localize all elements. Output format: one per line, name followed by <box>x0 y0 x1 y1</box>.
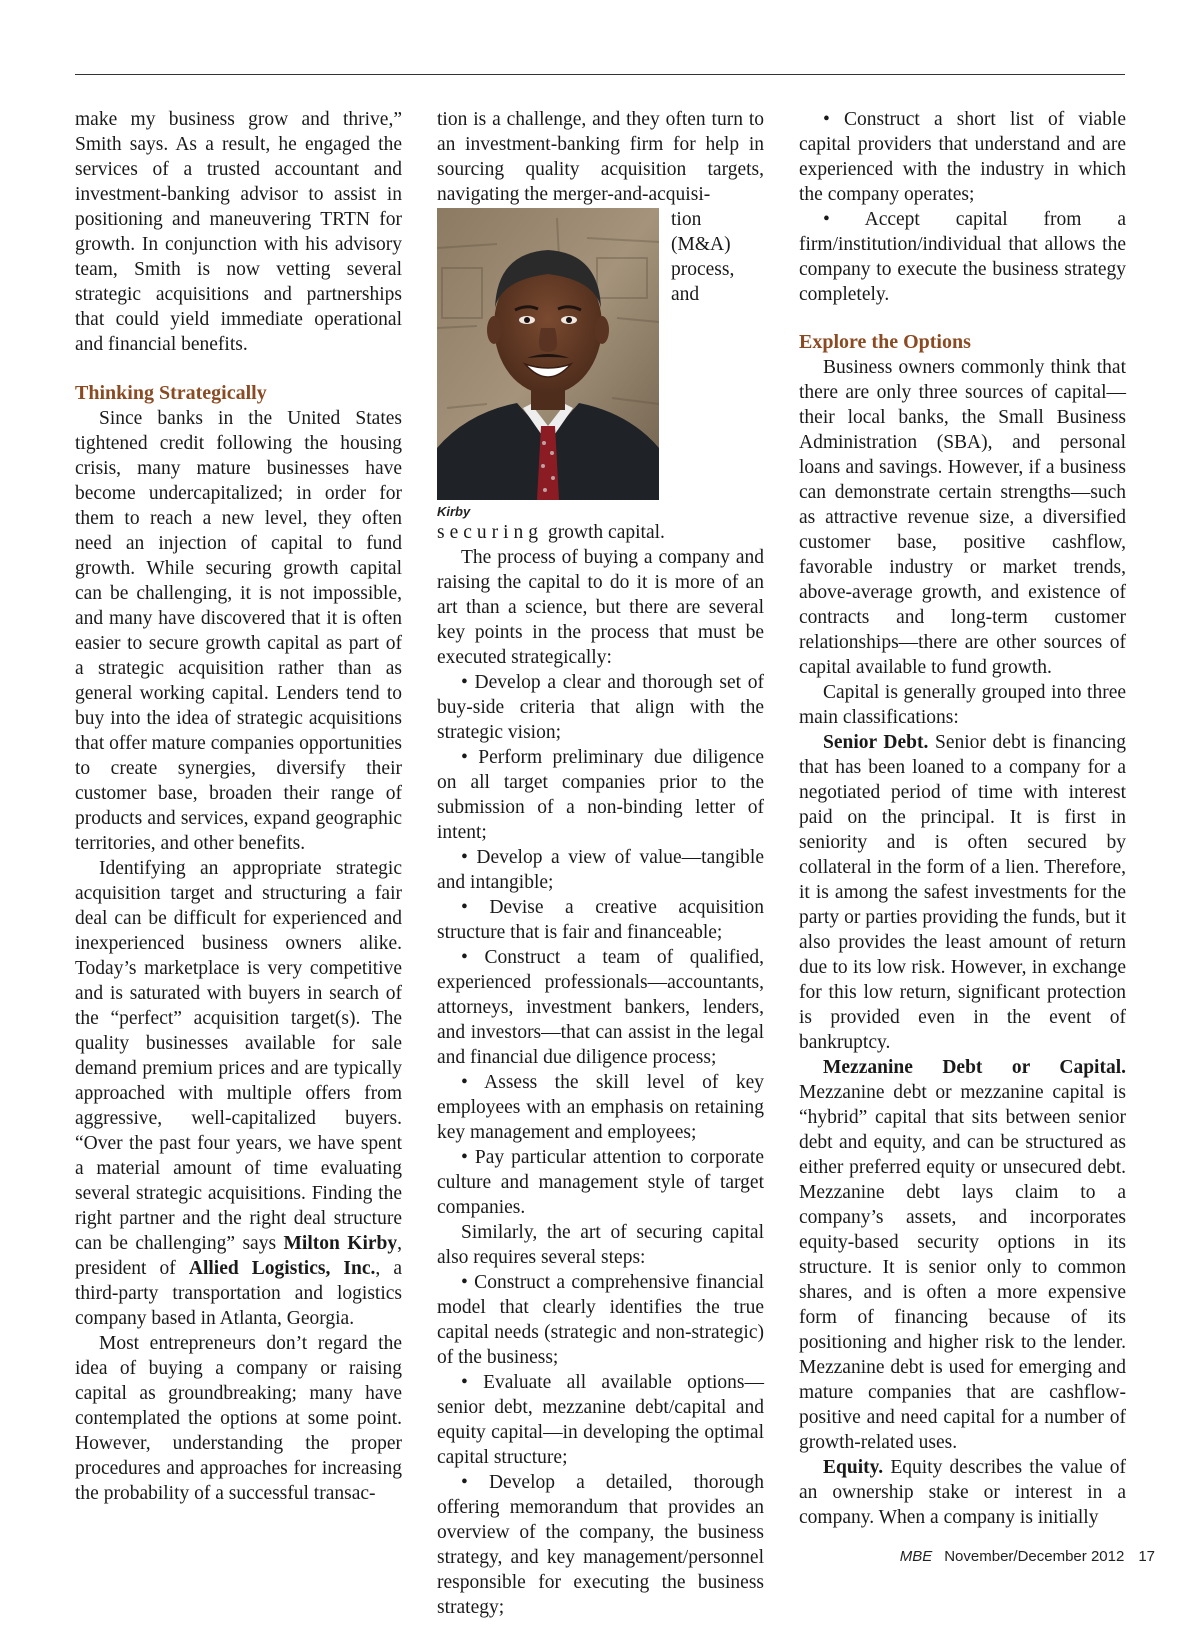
paragraph: The process of buying a company and raising the capital to do it is more of an art than a science, but there are several key points in the process that must be executed strategically: <box>437 547 764 668</box>
page-number: 17 <box>1138 1548 1155 1565</box>
term-label: Senior Debt. <box>823 732 929 753</box>
text-run: Equity describes the value of an ownership stake or interest in a company. When a company is initially <box>799 1457 1126 1528</box>
company-name: Allied Logistics, Inc. <box>188 1258 376 1279</box>
text-run: Senior debt is financing that has been loaned to a company for a negotiated period of time with interest paid on the principal. It is first in seniority and is often secured by collateral in the form of a lien. Therefore, it is among the safest investments for the party or parties providing the funds, but it also provides the least amount of return due to its low risk. However, in exchange for this low return, significant protection is provided even in the event of bankruptcy. <box>799 732 1126 1053</box>
section-heading-thinking-strategically: Thinking Strategically <box>75 382 267 404</box>
portrait-photo <box>437 208 659 520</box>
text-run: tion (M&A) process, and <box>671 209 735 305</box>
bullet-item: • Develop a clear and thorough set of buy-side criteria that align with the strategic vision; <box>437 672 764 743</box>
section-heading-explore-the-options: Explore the Options <box>799 331 971 353</box>
term-label: Equity. <box>823 1457 884 1478</box>
bullet-item: • Develop a view of value—tangible and intangible; <box>437 847 764 893</box>
photo-caption: Kirby <box>437 504 471 519</box>
paragraph-senior-debt <box>799 730 1126 1055</box>
text-run: Identifying an appropriate strategic acquisition target and structuring a fair deal can be difficult for experienced and inexperienced business owners alike. Today’s marketplace is very competitive and is saturated with buyers in search of the “perfect” acquisition target(s). The quality businesses available for sale demand premium prices and are typically approached with multiple offers from aggressive, well-capitalized buyers. “Over the past four years, we have spent a material amount of time evaluating several strategic acquisitions. Finding the right partner and the right deal structure can be challenging” says <box>75 858 402 1254</box>
page-footer <box>900 1548 1155 1565</box>
paragraph: Most entrepreneurs don’t regard the idea of buying a company or raising capital as groundbreaking; many have contemplated the options at some point. However, understanding the proper procedures and approaches for increasing the probability of a successful transac- <box>75 1333 402 1504</box>
magazine-name: MBE <box>899 1548 933 1565</box>
column-1 <box>75 107 402 1506</box>
text-run: securing <box>437 522 544 543</box>
paragraph-quote-kirby <box>75 856 402 1331</box>
bullet-item: • Construct a team of qualified, experienced professionals—accountants, attorneys, investment bankers, lenders, and investors—that can assist in the legal and financial due diligence process; <box>437 947 764 1068</box>
issue-date: November/December 2012 <box>944 1548 1125 1565</box>
column-2 <box>437 107 764 1620</box>
paragraph-equity <box>799 1455 1126 1530</box>
paragraph: Since banks in the United States tightened credit following the housing crisis, many mature businesses have become undercapitalized; in order for them to reach a new level, they often need an injection of capital to fund growth. While securing growth capital can be challenging, it is not impossible, and many have discovered that it is often easier to secure growth capital as part of a strategic acquisition rather than as general working capital. Lenders tend to buy into the idea of strategic acquisitions that offer mature companies opportunities to create synergies, diversify their customer base, broaden their range of products and services, expand geographic territories, and other benefits. <box>75 408 402 854</box>
column-3 <box>799 107 1126 1530</box>
bullet-item: • Pay particular attention to corporate culture and management style of target companies. <box>437 1147 764 1218</box>
bullet-item: • Construct a short list of viable capital providers that understand and are experienced with the industry in which the company operates; <box>799 109 1126 205</box>
bullet-item: • Construct a comprehensive financial model that clearly identifies the true capital needs (strategic and non-strategic) of the business; <box>437 1272 764 1368</box>
paragraph: Similarly, the art of securing capital also requires several steps: <box>437 1222 764 1268</box>
bullet-item: • Evaluate all available options—senior debt, mezzanine debt/capital and equity capital—in developing the optimal capital structure; <box>437 1372 764 1468</box>
paragraph: make my business grow and thrive,” Smith says. As a result, he engaged the services of a trusted accountant and investment-banking advisor to assist in positioning and maneuvering TRTN for growth. In conjunction with his advisory team, Smith is now vetting several strategic acquisitions and partnerships that could yield immediate operational and financial benefits. <box>75 109 402 355</box>
portrait-image <box>437 208 659 500</box>
text-run: growth capital. <box>547 522 665 543</box>
term-label: Mezzanine Debt or Capital. <box>823 1057 1126 1078</box>
text-run: Mezzanine debt or mezzanine capital is “hybrid” capital that sits between senior debt and equity, and can be structured as either preferred equity or unsecured debt. Mezzanine debt lays claim to a company’s assets, and incorporates equity-based security options in its structure. It is senior only to common shares, and is often a more expensive form of financing because of its positioning and higher risk to the lender. Mezzanine debt is used for emerging and mature companies that are cashflow-positive and need capital for a number of growth-related uses. <box>799 1082 1126 1453</box>
paragraph: tion is a challenge, and they often turn to an investment-banking firm for help in sourcing quality acquisition targets, navigating the merger-and-acquisi- <box>437 109 764 205</box>
bullet-item: • Devise a creative acquisition structure that is fair and financeable; <box>437 897 764 943</box>
top-rule <box>75 74 1125 75</box>
bullet-item: • Accept capital from a firm/institution/individual that allows the company to execute the business strategy completely. <box>799 209 1126 305</box>
text-run: , president of <box>75 1233 402 1279</box>
bullet-item: • Assess the skill level of key employees with an emphasis on retaining key management and employees; <box>437 1072 764 1143</box>
paragraph-mezzanine <box>799 1055 1126 1455</box>
person-name: Milton Kirby <box>283 1233 398 1254</box>
bullet-item: • Perform preliminary due diligence on all target companies prior to the submission of a non-binding letter of intent; <box>437 747 764 843</box>
text-run: , a third-party transportation and logistics company based in Atlanta, Georgia. <box>75 1258 402 1329</box>
bullet-item: • Develop a detailed, thorough offering memorandum that provides an overview of the company, the business strategy, and key management/personnel responsible for executing the business strategy; <box>437 1472 764 1618</box>
paragraph: Capital is generally grouped into three main classifications: <box>799 682 1126 728</box>
paragraph: Business owners commonly think that there are only three sources of capital—their local banks, the Small Business Administration (SBA), and personal loans and savings. However, if a business can demonstrate certain strengths—such as attractive revenue size, a diversified customer base, positive cashflow, favorable industry or market trends, above-average growth, and existence of contracts and long-term customer relationships—there are other sources of capital available to fund growth. <box>799 357 1126 678</box>
